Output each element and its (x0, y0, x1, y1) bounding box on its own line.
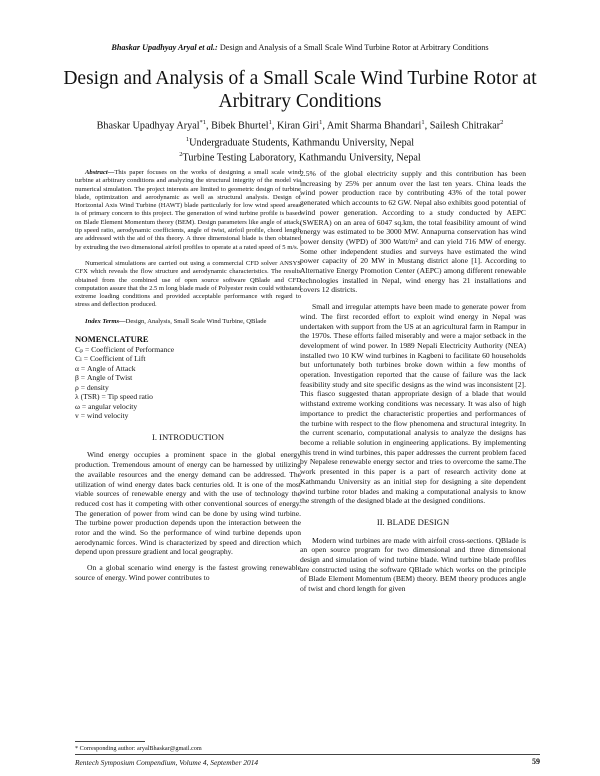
author-name: , Bibek Bhurtel (206, 120, 269, 132)
index-terms (75, 318, 301, 326)
nomenclature-list (75, 345, 301, 421)
nomenclature-item: ω = angular velocity (75, 401, 138, 411)
nomenclature-item: λ (TSR) = Tip speed ratio (75, 392, 153, 402)
footer-divider (75, 754, 540, 755)
affiliation-1 (0, 136, 600, 148)
affiliation-text: Undergraduate Students, Kathmandu University, Nepal (189, 137, 415, 149)
footnote-divider (75, 741, 145, 742)
journal-footer: Rentech Symposium Compendium, Volume 4, September 2014 (75, 758, 259, 767)
abstract-paragraph-2: Numerical simulations are carried out using a commercial CFD solver ANSYS CFX which reveals the flow structure and aerodynamic characteristics. The results obtained from the combined use of open source software QBlade and CFD computation assure that the 2.5 m long blade made of Polyester resin could withstand extreme loading conditions and provided acceptable performance with regard to stress and deflection produced. (75, 259, 301, 309)
left-column (75, 169, 301, 583)
index-terms-text: Design, Analysis, Small Scale Wind Turbine, QBlade (125, 317, 267, 325)
body-paragraph: On a global scenario wind energy is the fastest growing renewable source of energy. Wind power contributes to (75, 563, 301, 582)
index-terms-label: Index Terms— (85, 317, 126, 325)
author-mark: 1 (319, 119, 323, 126)
nomenclature-item: β = Angle of Twist (75, 373, 133, 383)
nomenclature-item: Cₚ = Coefficient of Performance (75, 344, 175, 354)
author-mark: 1 (421, 119, 425, 126)
author-line (40, 119, 560, 131)
nomenclature-item: α = Angle of Attack (75, 363, 136, 373)
paper-title: Design and Analysis of a Small Scale Wind Turbine Rotor at Arbitrary Conditions (63, 68, 537, 112)
nomenclature-item: ρ = density (75, 382, 109, 392)
affiliation-2 (0, 151, 600, 163)
section-heading-introduction: I. INTRODUCTION (151, 431, 225, 442)
page-number: 59 (532, 757, 540, 766)
running-head (0, 43, 600, 52)
section-heading-blade-design: II. BLADE DESIGN (376, 516, 450, 527)
affiliation-mark: 1 (185, 136, 190, 143)
body-paragraph: Modern wind turbines are made with airfoil cross-sections. QBlade is an open source program for two dimensional and three dimensional design and simulation of wind turbine blade. Wind turbine blade profiles are constructed using the software QBlade which works on the principle of Blade Element Momentum (BEM) theory. BEM theory produces angle of twist and chord length for given (300, 535, 526, 594)
abstract-label: Abstract— (85, 169, 115, 176)
author-name: Bhaskar Upadhyay Aryal (96, 120, 200, 132)
author-mark: 1 (268, 119, 272, 126)
body-paragraph: Wind energy occupies a prominent space in the global energy production. Tremendous amount of energy can be harnessed by utilizing the available resources and the energy demand can be addressed. The utilization of wind energy dates back centuries old. It is one of the most viable sources of renewable energy and with the use of technology the reduced cost has it competing with other conventional sources of energy. The generation of power from wind can be done by using wind turbine. The turbine power production depends upon the interaction between the rotor and the wind. So the performance of wind turbine depends upon aerodynamic forces. Wind is characterized by speed and direction which depend upon pressure gradient and local geography. (75, 450, 301, 557)
author-name: , Kiran Giri (271, 120, 320, 132)
nomenclature-heading: NOMENCLATURE (75, 334, 149, 345)
author-mark: *1 (199, 119, 207, 126)
right-column (300, 169, 526, 594)
abstract-text: This paper focuses on the works of designing a small scale wind turbine at arbitrary conditions and analyzing the structural integrity of the model via numerical simulation. The project interests are limited to geometric design of turbine blade, optimization and aerodynamic as well as structural analysis. Design of Horizontal Axis Wind Turbine (HAWT) blade particularly for low wind speed areas is of primary concern to this project. The generation of wind turbine profile is based on Blade Element Momentum theory (BEM). Design parameters like angle of attack, tip speed ratio, aerodynamic coefficients, angle of twist, airfoil profile, chord length are addressed with the aid of this theory. A three dimensional blade is then obtained by extruding the two dimensional airfoil profiles to operate at a rated speed of 5 m/s. (75, 169, 301, 251)
author-name: , Sailesh Chitrakar (424, 120, 501, 132)
author-name: , Amit Sharma Bhandari (322, 120, 422, 132)
nomenclature-item: Cₗ = Coefficient of Lift (75, 354, 146, 364)
affiliation-text: Turbine Testing Laboratory, Kathmandu University, Nepal (182, 152, 421, 164)
running-head-title: Design and Analysis of a Small Scale Wind Turbine Rotor at Arbitrary Conditions (217, 43, 489, 52)
body-paragraph: 2.5% of the global electricity supply and this contribution has been increasing by 25% per annum over the last ten years. China leads the wind power production race by contributing 43% of the total power generated which accounts to 62 GW. Nepal also exhibits good potential of wind power generation. According to a study conducted by AEPC (SWERA) on an area of 6047 sq.km, the total feasibility amount of wind energy was estimated to be 3000 MW. Annapurna conservation has wind power density (WPD) of 300 Watt/m² and can yield 716 MW of energy. Some other independent studies and surveys have estimated the wind power capacity of 20 MW in Mustang district alone [1]. According to Alternative Energy Promotion Center (AEPC) among different renewable technologies installed in Nepal, wind energy has 21 installations and covers 12 districts. (300, 169, 526, 295)
affiliation-mark: 2 (179, 151, 183, 158)
abstract-paragraph-1 (75, 169, 301, 252)
running-head-authors: Bhaskar Upadhyay Aryal et al.: (111, 43, 218, 52)
corresponding-author-footnote: * Corresponding author: aryalBhaskar@gmail.com (75, 745, 202, 752)
body-paragraph: Small and irregular attempts have been made to generate power from wind. The first recorded effort to exploit wind energy in Nepal was undertaken with support from the US at an agricultural farm in Rampur in the 1970s. These efforts failed miserably and were a major setback in the development of wind power. In 1989 Nepali Electricity Authority (NEA) installed two 10 KW wind turbines in Kagbeni to facilitate 60 households but unfortunately both turbines broke down within a few months of operation. Investigation reported that the cause of failure was the lack feasibility study and site specific designs as the wind was inconsistent [2]. This fiasco suggested thatan appropriate design of a blade that would withstand extreme working conditions was necessary. It was also of high importance to predict the characteristic properties and performances of the turbine with respect to the flow phenomena and structural integrity. In the current scenario, computational analysis to analyze the designs has become a reliable solution in engineering applications. By implementing this trend in wind turbines, this paper addresses the current problem faced by Nepalese renewable energy sector and tries to overcome the same.The work presented in this paper is a part of research activity done at Kathmandu University as an initial step for designing a site dependent wind turbine rotor blades and making a computational analysis to know the strength of the designed blade at the designed conditions. (300, 302, 526, 506)
nomenclature-item: v = wind velocity (75, 411, 129, 421)
author-mark: 2 (500, 119, 504, 126)
